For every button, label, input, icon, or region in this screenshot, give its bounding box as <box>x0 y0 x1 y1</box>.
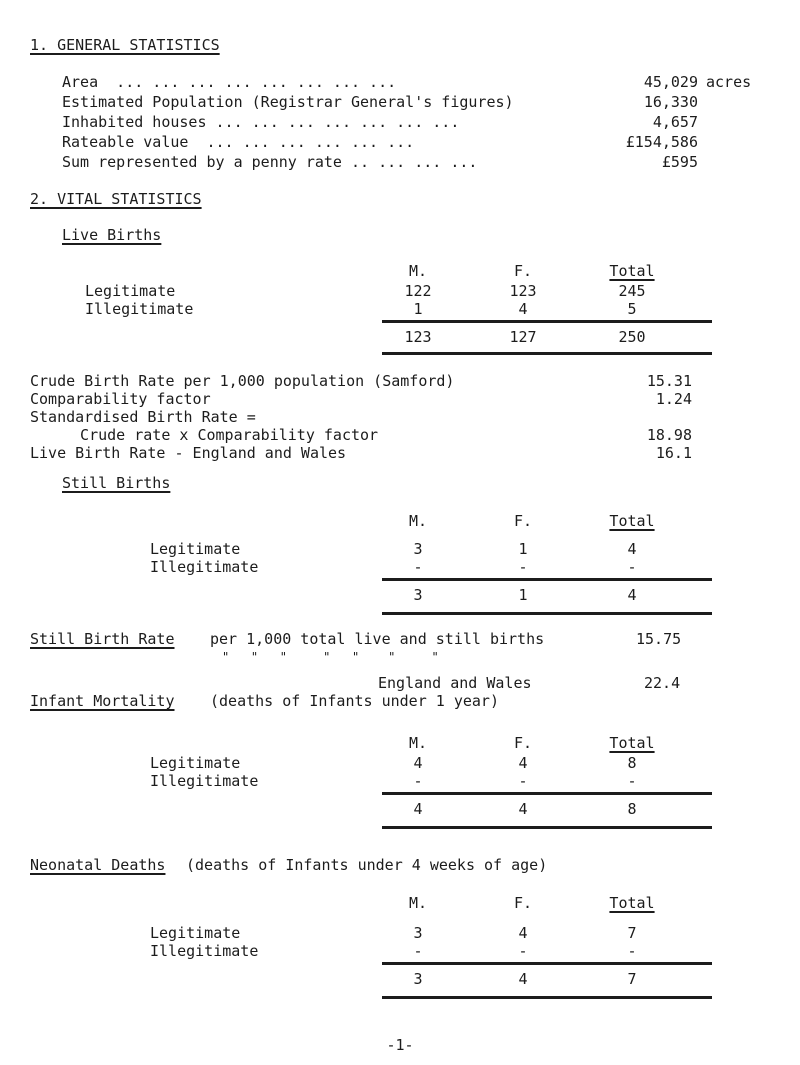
neonatal-deaths-rule-top <box>382 962 712 965</box>
live-births-legit-total: 245 <box>618 282 646 300</box>
live-births-rule-bottom <box>382 352 712 355</box>
rateable-value-label: Rateable value ... ... ... ... ... ... <box>62 133 415 151</box>
still-births-total-f: 1 <box>518 586 528 604</box>
live-births-rule-top <box>382 320 712 323</box>
still-births-title: Still Births <box>62 474 171 492</box>
live-births-header-f: F. <box>513 262 533 280</box>
neonatal-deaths-title: Neonatal Deaths <box>30 856 166 874</box>
section-2-heading: 2. VITAL STATISTICS <box>30 190 202 208</box>
infant-mortality-total-m: 4 <box>413 800 423 818</box>
rateable-value: £154,586 <box>625 133 698 151</box>
still-births-legit-f: 1 <box>518 540 528 558</box>
live-birth-rate-ew-value: 16.1 <box>655 444 692 462</box>
comparability-factor-label: Comparability factor <box>30 390 211 408</box>
infant-mortality-rule-bottom <box>382 826 712 829</box>
infant-mortality-total-total: 8 <box>627 800 637 818</box>
live-births-total-total: 250 <box>618 328 646 346</box>
still-births-header-total: Total <box>609 512 655 530</box>
still-births-illegit-m: - <box>413 558 423 576</box>
neonatal-deaths-legit-m: 3 <box>413 924 423 942</box>
live-births-total-m: 123 <box>404 328 432 346</box>
infant-mortality-header-m: M. <box>408 734 428 752</box>
page-number: -1- <box>386 1036 414 1054</box>
live-birth-rate-ew-label: Live Birth Rate - England and Wales <box>30 444 347 462</box>
neonatal-deaths-illegit-label: Illegitimate <box>150 942 259 960</box>
neonatal-deaths-total-m: 3 <box>413 970 423 988</box>
still-births-legit-total: 4 <box>627 540 637 558</box>
neonatal-deaths-illegit-m: - <box>413 942 423 960</box>
infant-mortality-illegit-total: - <box>627 772 637 790</box>
still-births-illegit-f: - <box>518 558 528 576</box>
infant-mortality-rule-top <box>382 792 712 795</box>
live-births-header-m: M. <box>408 262 428 280</box>
area-label: Area ... ... ... ... ... ... ... ... <box>62 73 397 91</box>
still-births-legit-label: Legitimate <box>150 540 241 558</box>
penny-rate-label: Sum represented by a penny rate .. ... ... ... <box>62 153 478 171</box>
still-birth-rate-ew-value: 22.4 <box>644 674 681 692</box>
houses-label: Inhabited houses ... ... ... ... ... ... ... <box>62 113 460 131</box>
infant-mortality-total-f: 4 <box>518 800 528 818</box>
area-unit: acres <box>706 73 752 91</box>
neonatal-deaths-illegit-f: - <box>518 942 528 960</box>
neonatal-deaths-legit-label: Legitimate <box>150 924 241 942</box>
live-births-legit-label: Legitimate <box>85 282 176 300</box>
live-births-title: Live Births <box>62 226 162 244</box>
infant-mortality-illegit-label: Illegitimate <box>150 772 259 790</box>
penny-rate-value: £595 <box>661 153 698 171</box>
area-value: 45,029 <box>643 73 698 91</box>
live-births-legit-m: 122 <box>404 282 432 300</box>
infant-mortality-title: Infant Mortality <box>30 692 175 710</box>
standardised-birth-rate-label: Standardised Birth Rate = <box>30 408 256 426</box>
neonatal-deaths-header-total: Total <box>609 894 655 912</box>
infant-mortality-note: (deaths of Infants under 1 year) <box>210 692 499 710</box>
still-birth-rate-text: per 1,000 total live and still births <box>210 630 545 648</box>
still-births-illegit-label: Illegitimate <box>150 558 259 576</box>
crude-birth-rate-value: 15.31 <box>646 372 692 390</box>
infant-mortality-legit-label: Legitimate <box>150 754 241 772</box>
houses-value: 4,657 <box>652 113 698 131</box>
standardised-birth-rate-value: 18.98 <box>646 426 692 444</box>
population-value: 16,330 <box>643 93 698 111</box>
neonatal-deaths-note: (deaths of Infants under 4 weeks of age) <box>186 856 548 874</box>
crude-birth-rate-label: Crude Birth Rate per 1,000 population (Samford) <box>30 372 455 390</box>
still-birth-rate-ditto: " " " " " " " <box>222 650 439 664</box>
section-1-heading: 1. GENERAL STATISTICS <box>30 36 220 54</box>
neonatal-deaths-illegit-total: - <box>627 942 637 960</box>
neonatal-deaths-rule-bottom <box>382 996 712 999</box>
live-births-total-f: 127 <box>509 328 537 346</box>
still-births-illegit-total: - <box>627 558 637 576</box>
still-births-header-m: M. <box>408 512 428 530</box>
live-births-illegit-label: Illegitimate <box>85 300 194 318</box>
still-births-total-total: 4 <box>627 586 637 604</box>
still-births-rule-bottom <box>382 612 712 615</box>
infant-mortality-illegit-m: - <box>413 772 423 790</box>
infant-mortality-legit-f: 4 <box>518 754 528 772</box>
neonatal-deaths-total-f: 4 <box>518 970 528 988</box>
crude-rate-formula-label: Crude rate x Comparability factor <box>62 426 379 444</box>
live-births-header-total: Total <box>609 262 655 280</box>
neonatal-deaths-total-total: 7 <box>627 970 637 988</box>
still-births-rule-top <box>382 578 712 581</box>
population-label: Estimated Population (Registrar General's figures) <box>62 93 514 111</box>
infant-mortality-illegit-f: - <box>518 772 528 790</box>
live-births-illegit-total: 5 <box>627 300 637 318</box>
neonatal-deaths-header-f: F. <box>513 894 533 912</box>
neonatal-deaths-legit-f: 4 <box>518 924 528 942</box>
live-births-illegit-f: 4 <box>518 300 528 318</box>
infant-mortality-legit-total: 8 <box>627 754 637 772</box>
still-births-total-m: 3 <box>413 586 423 604</box>
neonatal-deaths-legit-total: 7 <box>627 924 637 942</box>
comparability-factor-value: 1.24 <box>655 390 692 408</box>
still-birth-rate-ew-label: England and Wales <box>378 674 532 692</box>
still-birth-rate-value: 15.75 <box>636 630 682 648</box>
live-births-illegit-m: 1 <box>413 300 423 318</box>
still-births-header-f: F. <box>513 512 533 530</box>
still-birth-rate-label: Still Birth Rate <box>30 630 175 648</box>
infant-mortality-header-total: Total <box>609 734 655 752</box>
neonatal-deaths-header-m: M. <box>408 894 428 912</box>
live-births-legit-f: 123 <box>509 282 537 300</box>
infant-mortality-header-f: F. <box>513 734 533 752</box>
infant-mortality-legit-m: 4 <box>413 754 423 772</box>
still-births-legit-m: 3 <box>413 540 423 558</box>
